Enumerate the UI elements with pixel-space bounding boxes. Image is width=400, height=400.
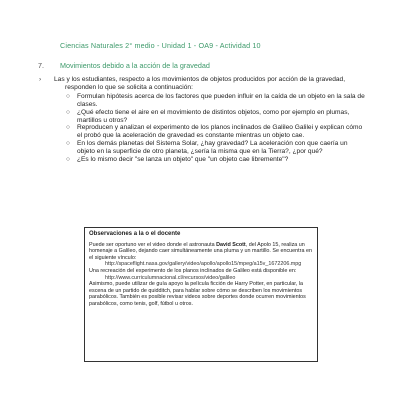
- circle-bullet-icon: ○: [66, 108, 70, 116]
- notes-title: Observaciones a la o el docente: [89, 231, 181, 237]
- teacher-notes-box: [84, 227, 318, 362]
- question-item: [66, 140, 366, 156]
- question-item: [66, 92, 366, 109]
- question-text: En los demás planetas del Sistema Solar, ¿hay gravedad? La aceleración con que caería un objeto en la superficie de otro planeta, ¿sería la misma que en la Tierra?, ¿por qué?: [77, 140, 348, 156]
- notes-body: [89, 242, 313, 308]
- document-header: Ciencias Naturales 2° medio - Unidad 1 - OA9 - Actividad 10: [60, 41, 261, 50]
- circle-bullet-icon: ○: [66, 156, 70, 164]
- bullet-icon: ›: [39, 76, 42, 83]
- question-item: [66, 124, 366, 140]
- section-title: Movimientos debido a la acción de la gravedad: [60, 61, 210, 70]
- video-link[interactable]: http://spaceflight.nasa.gov/gallery/video/apollo/apollo15/mpeg/a15v_1672206.mpg: [105, 261, 302, 268]
- notes-paragraph: [89, 242, 313, 262]
- notes-text: , del Apolo 15, realiza un homenaje a Galileo, dejando caer simultáneamente una pluma y un martillo. Se encuentra en el siguiente vínculo:: [89, 241, 312, 261]
- question-text: Reproducen y analizan el experimento de los planos inclinados de Galileo Galilei y explican cómo el probó que la aceleración de gravedad es constante mientras un objeto cae.: [77, 124, 363, 140]
- question-text: ¿Es lo mismo decir "se lanza un objeto" que "un objeto cae libremente"?: [77, 156, 289, 164]
- circle-bullet-icon: ○: [66, 140, 70, 148]
- astronaut-name: David Scott: [216, 241, 246, 248]
- notes-paragraph: Una recreación del experimento de los planos inclinados de Galileo está disponible en:: [89, 267, 297, 274]
- question-list: [54, 93, 366, 164]
- notes-paragraph: Asimismo, puede utilizar de guía apoyo la película ficción de Harry Potter, en particular, la escena de un partido de quidditch, para hablar sobre cómo se describen los movimientos parabólicos. También es posible revisar videos sobre deportes donde ocurren movimientos parabólicos, como tenis, golf, fútbol u otros.: [89, 281, 306, 307]
- question-text: ¿Qué efecto tiene el aire en el movimiento de distintos objetos, como por ejemplo en plumas, martillos u otros?: [77, 108, 350, 124]
- activity-intro: Las y los estudiantes, respecto a los movimientos de objetos producidos por acción de la gravedad, responden lo que se solicita a continuación:: [54, 76, 346, 91]
- section-heading: [38, 61, 368, 70]
- activity-block: [39, 76, 366, 164]
- video-link[interactable]: http://www.curriculumnacional.cl/recursos/video/galileo: [105, 274, 236, 281]
- question-text: Formulan hipótesis acerca de los factores que pueden influir en la caída de un objeto en la sala de clases.: [77, 92, 365, 108]
- circle-bullet-icon: ○: [66, 92, 70, 100]
- notes-text: Puede ser oportuno ver el video donde el astronauta: [89, 241, 217, 248]
- question-item: [66, 156, 366, 164]
- question-item: [66, 108, 366, 125]
- section-number: 7.: [38, 61, 44, 70]
- circle-bullet-icon: ○: [66, 124, 70, 132]
